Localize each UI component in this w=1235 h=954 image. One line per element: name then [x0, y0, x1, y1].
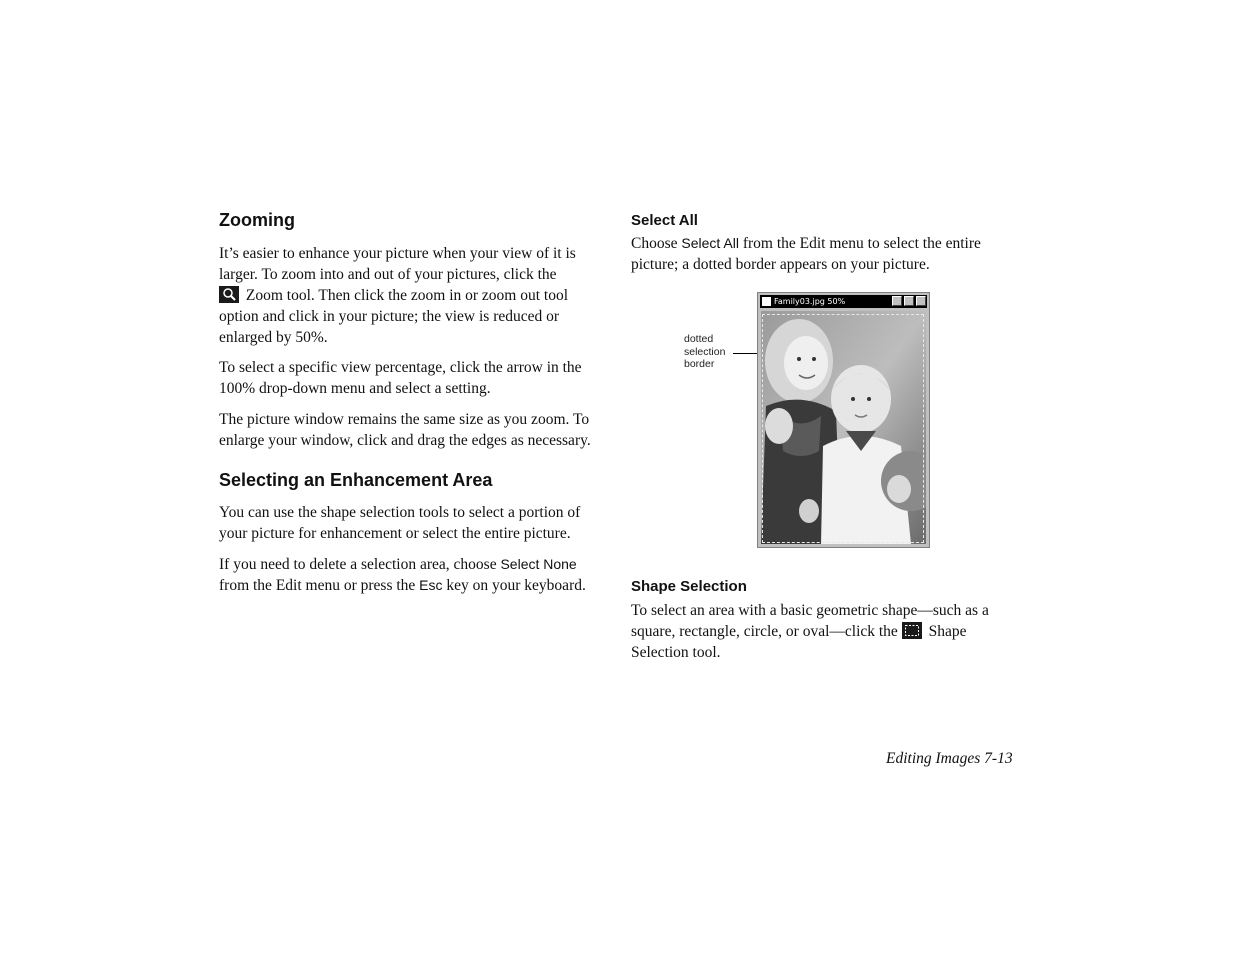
zoom-tool-icon [219, 286, 239, 303]
shape-selection-text-b: Shape Selection tool. [631, 623, 967, 661]
zooming-paragraph-2: To select a specific view percentage, click the arrow in the 100% drop-down menu and select a setting. [219, 359, 582, 397]
enhancement-heading: Selecting an Enhancement Area [219, 470, 493, 490]
callout-line-1: dotted [684, 333, 714, 345]
window-title: Family03.jpg 50% [774, 297, 846, 306]
select-all-text-b: from the Edit menu to select the entire picture; a dotted border appears on your picture. [631, 235, 981, 273]
dotted-selection-border [762, 314, 924, 543]
close-icon [916, 296, 926, 306]
zooming-heading: Zooming [219, 210, 295, 230]
callout-line-2: selection [684, 345, 726, 358]
enhancement-p2-text-b: from the Edit menu or press the [219, 577, 420, 594]
shape-selection-text-a: To select an area with a basic geometric shape—such as a square, rectangle, circle, or oval—click the [631, 602, 989, 640]
window-title-bar [760, 295, 927, 308]
esc-key: Esc [419, 577, 443, 593]
select-all-heading: Select All [631, 212, 698, 229]
dotted-border-callout [684, 333, 725, 371]
shape-selection-paragraph [631, 600, 1016, 663]
page-footer: Editing Images 7-13 [886, 750, 1013, 767]
zooming-p1-text-a: It’s easier to enhance your picture when your view of it is larger. To zoom into and out of your pictures, click the [219, 245, 576, 283]
zooming-paragraph-3: The picture window remains the same size as you zoom. To enlarge your window, click and drag the edges as necessary. [219, 411, 591, 449]
maximize-icon [904, 296, 914, 306]
picture-window-screenshot [757, 292, 930, 548]
select-all-paragraph [631, 233, 1016, 275]
callout-line-3: border [684, 358, 715, 370]
select-none-command: Select None [500, 556, 577, 572]
document-icon [762, 297, 771, 306]
enhancement-paragraph-2 [219, 554, 604, 596]
shape-selection-tool-icon [902, 622, 922, 639]
enhancement-p2-text-c: key on your keyboard. [442, 577, 586, 594]
shape-selection-heading: Shape Selection [631, 578, 747, 595]
zooming-paragraph-1 [219, 243, 604, 348]
select-all-text-a: Choose [631, 235, 682, 252]
enhancement-paragraph-1: You can use the shape selection tools to select a portion of your picture for enhancement or select the entire picture. [219, 504, 581, 542]
enhancement-p2-text-a: If you need to delete a selection area, choose [219, 556, 501, 573]
minimize-icon [892, 296, 902, 306]
select-all-command: Select All [681, 235, 739, 251]
zooming-p1-text-b: Zoom tool. Then click the zoom in or zoom out tool option and click in your picture; the view is reduced or enlarged by 50%. [219, 287, 569, 346]
callout-leader-line [733, 353, 760, 354]
